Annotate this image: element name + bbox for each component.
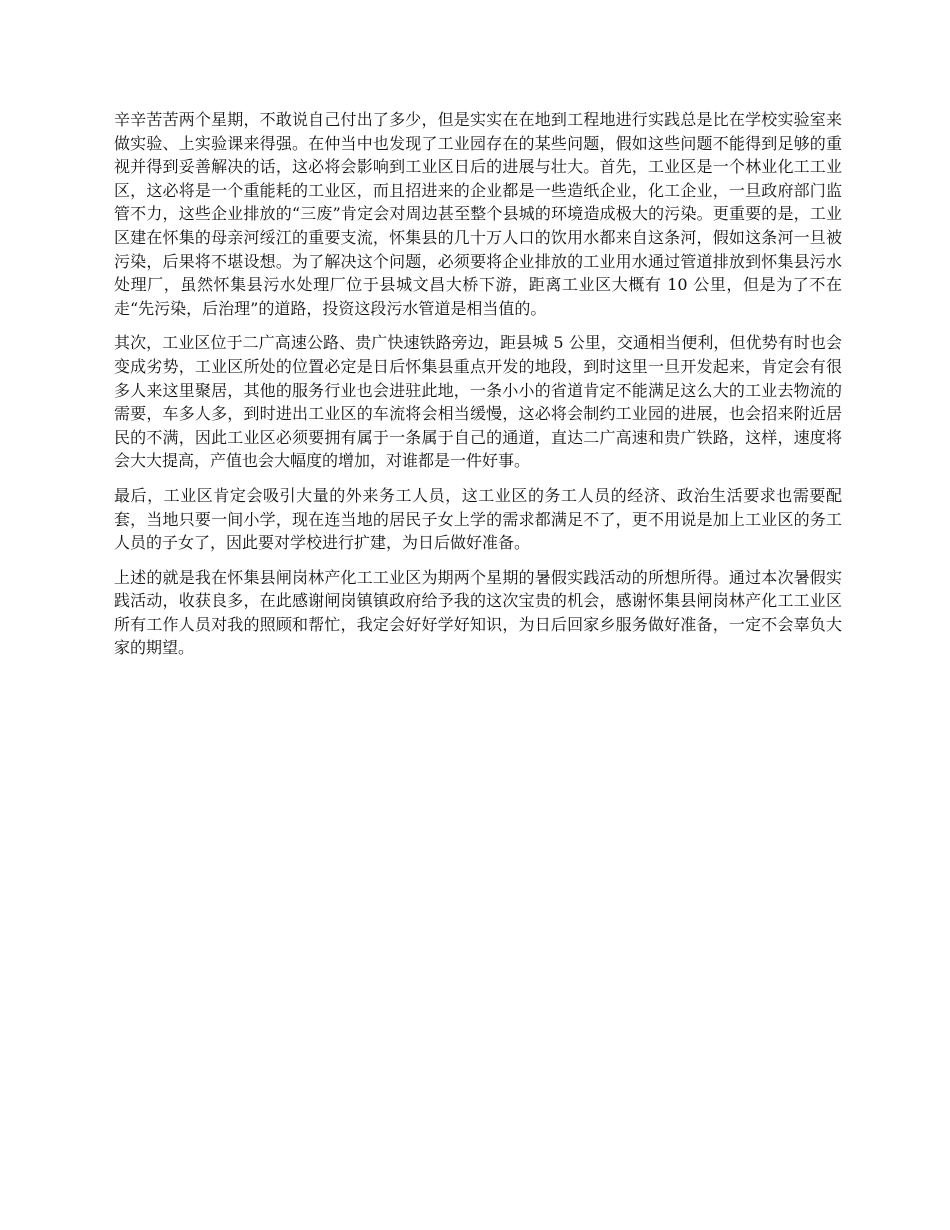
document-body bbox=[114, 108, 842, 671]
paragraph-3: 最后，工业区肯定会吸引大量的外来务工人员，这工业区的务工人员的经济、政治生活要求也需要配套，当地只要一间小学，现在连当地的居民子女上学的需求都满足不了，更不用说是加上工业区的务工人员的子女了，因此要对学校进行扩建，为日后做好准备。 bbox=[114, 485, 842, 553]
paragraph-1: 辛辛苦苦两个星期，不敢说自己付出了多少，但是实实在在地到工程地进行实践总是比在学校实验室来做实验、上实验课来得强。在仲当中也发现了工业园存在的某些问题，假如这些问题不能得到足够的重视并得到妥善解决的话，这必将会影响到工业区日后的进展与壮大。首先，工业区是一个林业化工工业区，这必将是一个重能耗的工业区，而且招进来的企业都是一些造纸企业，化工企业，一旦政府部门监管不力，这些企业排放的“三废”肯定会对周边甚至整个县城的环境造成极大的污染。更重要的是，工业区建在怀集的母亲河绥江的重要支流，怀集县的几十万人口的饮用水都来自这条河，假如这条河一旦被污染，后果将不堪设想。为了解决这个问题，必须要将企业排放的工业用水通过管道排放到怀集县污水处理厂，虽然怀集县污水处理厂位于县城文昌大桥下游，距离工业区大概有 10 公里，但是为了不在走“先污染，后治理”的道路，投资这段污水管道是相当值的。 bbox=[114, 110, 842, 318]
paragraph-4: 上述的就是我在怀集县闸岗林产化工工业区为期两个星期的暑假实践活动的所想所得。通过本次暑假实践活动，收获良多，在此感谢闸岗镇镇政府给予我的这次宝贵的机会，感谢怀集县闸岗林产化工工业区所有工作人员对我的照顾和帮忙，我定会好好学好知识，为日后回家乡服务做好准备，一定不会辜负大家的期望。 bbox=[114, 567, 842, 658]
paragraph-2: 其次，工业区位于二广高速公路、贵广快速铁路旁边，距县城 5 公里，交通相当便利，但优势有时也会变成劣势，工业区所处的位置必定是日后怀集县重点开发的地段，到时这里一旦开发起来，肯定会有很多人来这里聚居，其他的服务行业也会进驻此地，一条小小的省道肯定不能满足这么大的工业去物流的需要，车多人多，到时进出工业区的车流将会相当缓慢，这必将会制约工业园的进展，也会招来附近居民的不满，因此工业区必须要拥有属于一条属于自己的通道，直达二广高速和贵广铁路，这样，速度将会大大提高，产值也会大幅度的增加，对谁都是一件好事。 bbox=[114, 333, 842, 471]
